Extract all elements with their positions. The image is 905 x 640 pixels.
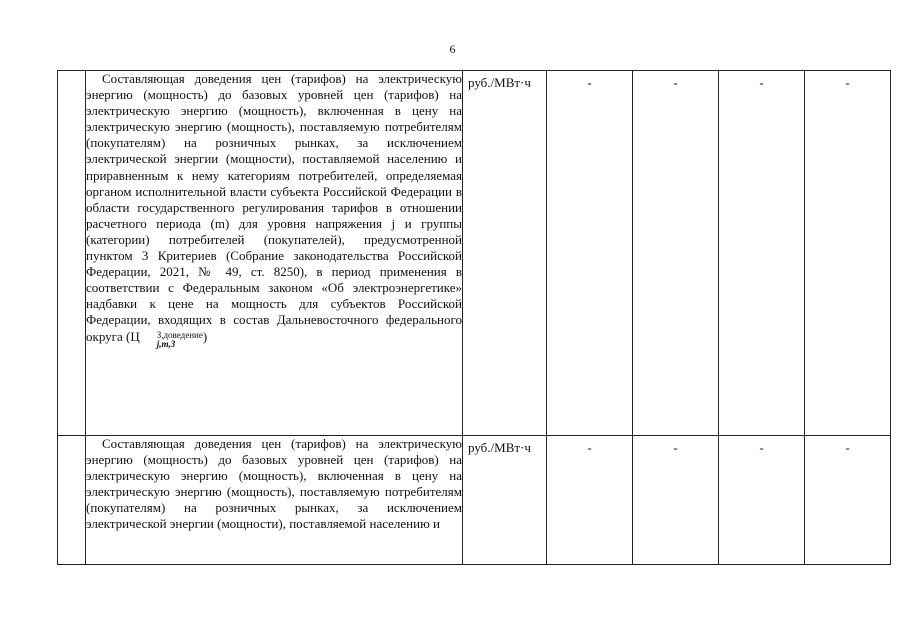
description-text: [86, 71, 462, 349]
value-cell: [719, 71, 805, 436]
formula-superscript: З,доведение: [156, 329, 203, 340]
value-dash: -: [845, 440, 850, 455]
value-cell: [547, 436, 633, 565]
value-cell: [633, 436, 719, 565]
value-dash: -: [587, 440, 592, 455]
formula-closing: ): [202, 328, 208, 344]
table-row: [58, 71, 891, 436]
description-text: Составляющая доведения цен (тарифов) на электрическую энергию (мощность) до базовых уровней цен (тарифов) на электрическую энергию (мощность), включенная в цену на электрическую энергию (мощность), поставляемую потребителям (покупателям) на розничных рынках, за исключением электрической энергии (мощности), поставляемой населению и: [86, 436, 462, 532]
value-dash: -: [673, 440, 678, 455]
value-cell: [633, 71, 719, 436]
page-number: 6: [449, 42, 456, 56]
formula-indices: [141, 331, 203, 349]
unit-cell: [463, 436, 547, 565]
formula-base: Ц: [130, 328, 140, 344]
value-dash: -: [759, 75, 764, 90]
row-number-cell: [58, 71, 86, 436]
formula-subscript: j,m,3: [156, 338, 176, 349]
value-cell: [805, 436, 891, 565]
value-cell: [547, 71, 633, 436]
description-body: Составляющая доведения цен (тарифов) на электрическую энергию (мощность) до базовых уровней цен (тарифов) на электрическую энергию (мощность), включенная в цену на электрическую энергию (мощность), поставляемую потребителям (покупателям) на розничных рынках, за исключением электрической энергии (мощности), поставляемой населению и приравненным к нему категориям потребителей, определяемая органом исполнительной власти субъекта Российской Федерации в области государственного регулирования тарифов в отношении расчетного периода (m) для уровня напряжения j и группы (категории) потребителей (покупателей), предусмотренной пунктом 3 Критериев (Собрание законодательства Российской Федерации, 2021, № 49, ст. 8250), в период применения в соответствии с Федеральным законом «Об электроэнергетике» надбавки к цене на мощность для субъектов Российской Федерации, входящих в состав Дальневосточного федерального округа (: [86, 71, 462, 344]
value-dash: -: [845, 75, 850, 90]
value-dash: -: [759, 440, 764, 455]
tariff-table: [57, 70, 891, 565]
description-cell: [86, 436, 463, 565]
unit-text: руб./МВт·ч: [468, 75, 531, 90]
value-dash: -: [587, 75, 592, 90]
unit-cell: [463, 71, 547, 436]
row-number-cell: [58, 436, 86, 565]
unit-text: руб./МВт·ч: [468, 440, 531, 455]
value-cell: [719, 436, 805, 565]
description-cell: [86, 71, 463, 436]
table-row: [58, 436, 891, 565]
value-cell: [805, 71, 891, 436]
value-dash: -: [673, 75, 678, 90]
